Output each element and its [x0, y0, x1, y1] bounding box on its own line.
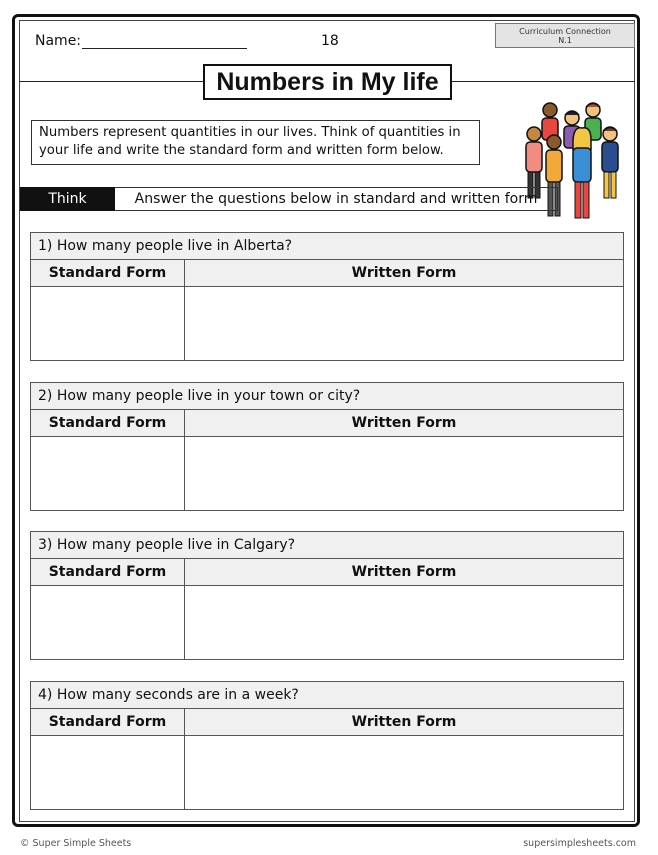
think-instruction: Answer the questions below in standard and written form [115, 187, 558, 211]
written-form-answer-1[interactable] [185, 287, 623, 360]
question-4-text: 4) How many seconds are in a week? [31, 682, 623, 709]
curriculum-connection-code: N.1 [558, 36, 572, 45]
standard-form-header: Standard Form [31, 260, 185, 286]
person-front-3 [573, 128, 591, 218]
question-1-text: 1) How many people live in Alberta? [31, 233, 623, 260]
intro-text: Numbers represent quantities in our lives. Think of quantities in your life and write the standard form and written form below. [31, 120, 480, 165]
question-1-answer-row [31, 287, 623, 360]
written-form-header: Written Form [351, 265, 457, 281]
standard-form-answer-1[interactable] [31, 287, 185, 360]
standard-form-answer-2[interactable] [31, 437, 185, 510]
name-label: Name: [35, 33, 82, 49]
question-box-1 [30, 232, 624, 361]
standard-form-answer-4[interactable] [31, 736, 185, 809]
question-box-4 [30, 681, 624, 810]
name-blank-line[interactable] [82, 48, 247, 49]
page-title: Numbers in My life [203, 64, 452, 100]
written-form-header: Written Form [351, 415, 457, 431]
standard-form-answer-3[interactable] [31, 586, 185, 659]
written-form-header: Written Form [351, 564, 457, 580]
question-box-2 [30, 382, 624, 511]
question-3-text: 3) How many people live in Calgary? [31, 532, 623, 559]
footer-website[interactable]: supersimplesheets.com [523, 838, 636, 849]
written-form-answer-4[interactable] [185, 736, 623, 809]
think-tab: Think [20, 187, 115, 211]
page-number: 18 [321, 33, 339, 49]
written-form-header: Written Form [351, 714, 457, 730]
question-3-header [31, 559, 623, 586]
curriculum-connection-title: Curriculum Connection [519, 27, 611, 36]
standard-form-header: Standard Form [31, 410, 185, 436]
standard-form-header: Standard Form [31, 709, 185, 735]
written-form-answer-2[interactable] [185, 437, 623, 510]
question-2-answer-row [31, 437, 623, 510]
person-front-4 [602, 127, 618, 198]
question-4-answer-row [31, 736, 623, 809]
question-2-text: 2) How many people live in your town or city? [31, 383, 623, 410]
question-4-header [31, 709, 623, 736]
written-form-answer-3[interactable] [185, 586, 623, 659]
footer-copyright: © Super Simple Sheets [20, 838, 132, 849]
standard-form-header: Standard Form [31, 559, 185, 585]
question-1-header [31, 260, 623, 287]
question-2-header [31, 410, 623, 437]
question-box-3 [30, 531, 624, 660]
question-3-answer-row [31, 586, 623, 659]
curriculum-connection-box [495, 23, 635, 48]
